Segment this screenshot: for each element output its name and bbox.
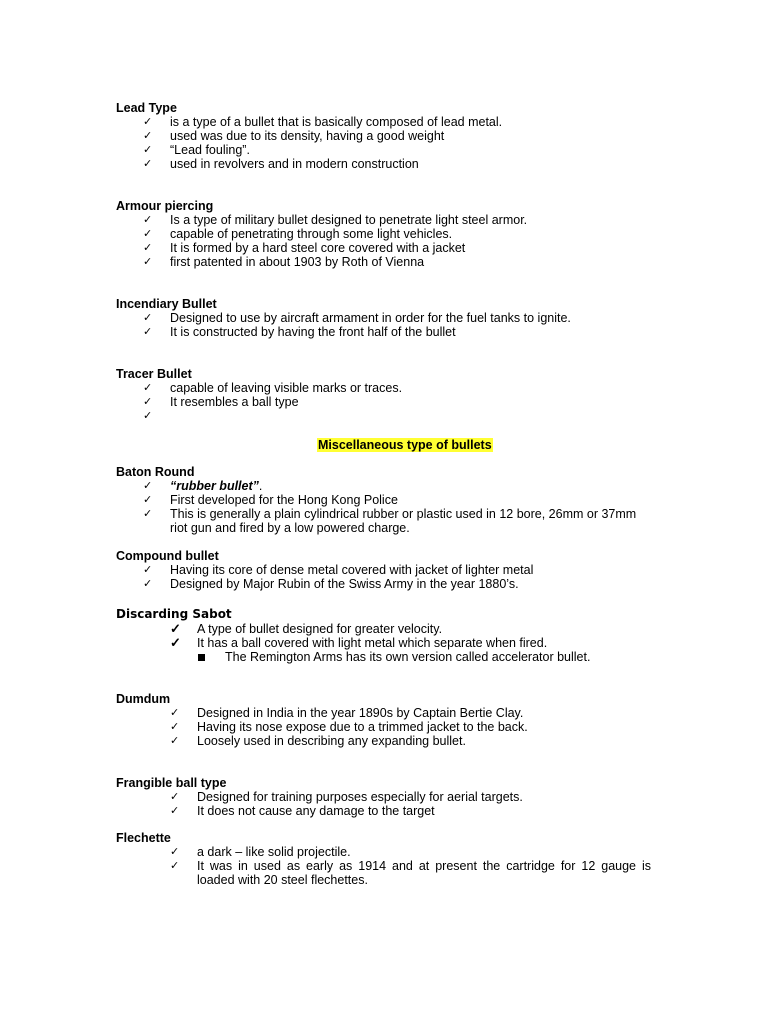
check-icon: ✓ (143, 410, 153, 422)
emphasized-term: “rubber bullet” (170, 479, 259, 493)
check-icon: ✓ (143, 494, 153, 506)
check-icon: ✓ (143, 578, 153, 590)
section-heading-lead-type: Lead Type (116, 101, 177, 115)
section-heading-flechette: Flechette (116, 831, 171, 845)
check-icon: ✓ (143, 312, 153, 324)
check-icon: ✓ (170, 860, 180, 872)
section-heading-armour-piercing: Armour piercing (116, 199, 214, 213)
check-icon: ✓ (143, 480, 153, 492)
check-icon: ✓ (170, 735, 180, 747)
section-heading-dumdum: Dumdum (116, 692, 171, 706)
section-heading-compound-bullet: Compound bullet (116, 549, 219, 563)
check-icon: ✓ (143, 382, 153, 394)
section-heading-discarding-sabot: Discarding Sabot (116, 607, 232, 621)
check-icon: ✓ (143, 256, 153, 268)
check-icon: ✓ (143, 214, 153, 226)
check-icon: ✓ (143, 228, 153, 240)
check-icon: ✓ (170, 621, 181, 636)
check-icon: ✓ (143, 242, 153, 254)
check-icon: ✓ (143, 564, 153, 576)
section-heading-tracer-bullet: Tracer Bullet (116, 367, 192, 381)
section-heading-baton-round: Baton Round (116, 465, 195, 479)
highlighted-section-title: Miscellaneous type of bullets (318, 438, 492, 452)
check-icon: ✓ (170, 805, 180, 817)
check-icon: ✓ (143, 116, 153, 128)
check-icon: ✓ (143, 158, 153, 170)
square-bullet-icon (198, 650, 205, 665)
check-icon: ✓ (170, 707, 180, 719)
check-icon: ✓ (143, 130, 153, 142)
check-icon: ✓ (143, 144, 153, 156)
check-icon: ✓ (170, 635, 181, 650)
check-icon: ✓ (170, 791, 180, 803)
check-icon: ✓ (143, 396, 153, 408)
section-heading-incendiary-bullet: Incendiary Bullet (116, 297, 217, 311)
section-heading-frangible-ball-type: Frangible ball type (116, 776, 227, 790)
check-icon: ✓ (170, 846, 180, 858)
document-page: Lead Type ✓ is a type of a bullet that is basically composed of lead metal. ✓ used was due to its density, having a good weight ✓ “Lead fouling”. ✓ used in revolvers and in modern construction Armour piercing ✓ Is a type of military bullet designed to penetrate light steel armor. ✓ capable of penetrating through some light vehicles. ✓ It is formed by a hard steel core covered with a jacket ✓ first patented in about 1903 by Roth of Vienna Incendiary Bullet ✓ Designed to use by aircraft armament in order for the fuel tanks to ignite. ✓ It is constructed by having the front half of the bullet Tracer Bullet ✓ capable of leaving visible marks or traces. ✓ It resembles a ball type ✓ Miscellaneous type of bullets Baton Round ✓ “rubber bullet”. ✓ First developed for the Hong Kong Police ✓ This is generally a plain cylindrical rubber or plastic used in 12 bore, 26mm or 37mm riot gun and fired by a low powered charge. Compound bullet ✓ Having its core of dense metal covered with jacket of lighter metal ✓ Designed by Major Rubin of the Swiss Army in the year 1880’s. Discarding Sabot ✓ A type of bullet designed for greater velocity. ✓ It has a ball covered with light metal which separate when fired. The Remington Arms has its own version called accelerator bullet. Dumdum ✓ Designed in India in the year 1890s by Captain Bertie Clay. ✓ Having its nose expose due to a trimmed jacket to the back. ✓ Loosely used in describing any expanding bullet. Frangible ball type ✓ Designed for training purposes especially for aerial targets. ✓ It does not cause any damage to the target Flechette ✓ a dark – like solid projectile. ✓ It was in used as early as 1914 and at present the cartridge for 12 gauge is loaded with 20 steel flechettes. (116, 101, 651, 887)
check-icon: ✓ (143, 508, 153, 520)
check-icon: ✓ (170, 721, 180, 733)
check-icon: ✓ (143, 326, 153, 338)
